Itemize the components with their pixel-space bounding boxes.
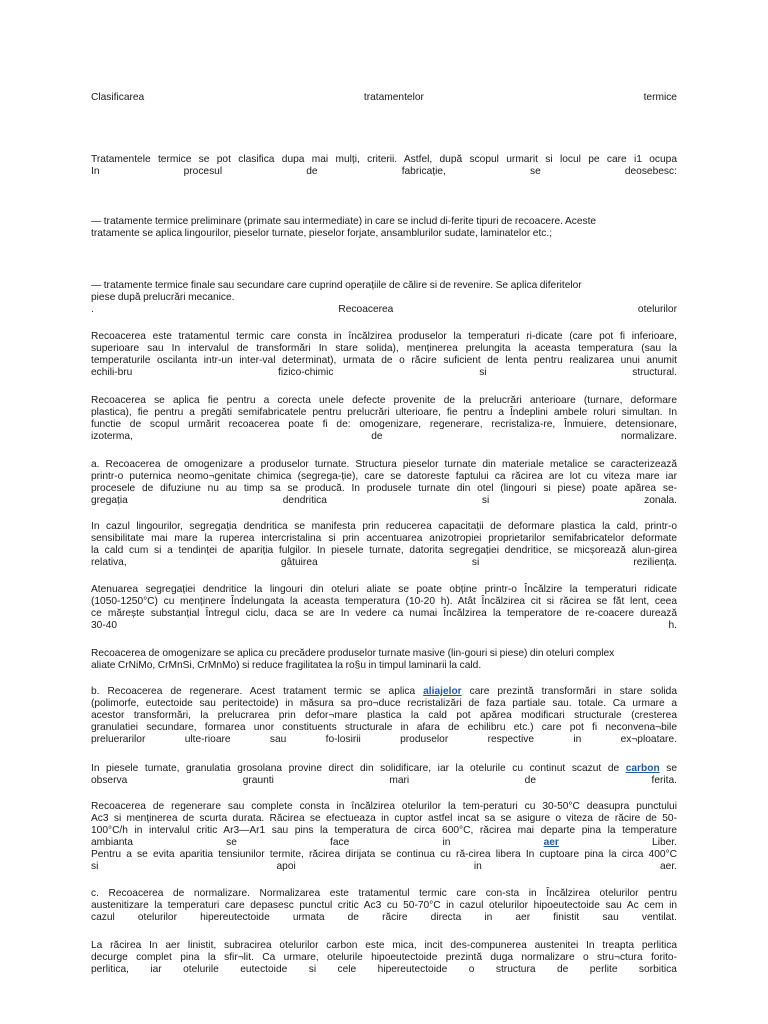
paragraph-application: Recoacerea de omogenizare se aplica cu precădere produselor turnate masive (lin-gouri si piese) din oteluri complex aliate CrNiMo, CrMnSi, CrMnMo) si reduce fragilitatea la ro§u in timpul laminarii la cald.	[91, 648, 615, 672]
text-word: aer	[515, 912, 531, 923]
text-word: observa	[91, 775, 128, 786]
text-word: ex¬ploatare.	[620, 734, 677, 745]
text-word: procesul	[183, 166, 223, 177]
text-word: si	[479, 367, 487, 378]
title-word: Clasificarea	[91, 92, 145, 103]
text-word: In	[91, 166, 100, 177]
heading-word: otelurilor	[637, 304, 677, 315]
text-word: structura	[495, 964, 536, 975]
paragraph-ingots-last-line	[91, 557, 677, 569]
paragraph-granulation-last-line	[91, 775, 677, 787]
document-title	[91, 92, 677, 104]
text-word: Liber.	[652, 837, 677, 848]
text-word: finistit	[553, 912, 580, 923]
text-word: structural.	[632, 367, 677, 378]
text-word: sau	[602, 912, 619, 923]
paragraph-cooling: La răcirea In aer linistit, subracirea otelurilor carbon este mica, incit des-compunerea austenitei In treapta perlitica decurge complet pina la sfir¬lit. Ca urmare, otelurile hipoeutectoide prezintă duga normalizare o stru¬ctura forito-	[91, 940, 677, 964]
text-word: in	[442, 837, 451, 848]
paragraph-stress-avoidance: Pentru a se evita aparitia tensiunilor termite, răcirea dirijata se continua cu ră-cirea libera In cuptoare pina la circa 400°C	[91, 849, 677, 860]
text-run: In piesele turnate, granulatia grosolana provine direct din solidificare, iar la otelurile cu continut scazut de	[91, 763, 626, 774]
text-word: hipereutectoide	[377, 964, 448, 975]
paragraph-complete-annealing-line	[91, 837, 677, 849]
text-run: se	[659, 763, 678, 774]
text-word: relativa,	[91, 557, 127, 568]
text-word: o	[468, 964, 475, 975]
text-word: directa	[430, 912, 462, 923]
text-word: deosebesc:	[624, 166, 677, 177]
text-word: perlitica,	[91, 964, 129, 975]
text-word: sorbitica	[638, 964, 677, 975]
paragraph-intro-last-line	[91, 166, 677, 178]
text-word: reziliența.	[633, 557, 677, 568]
text-word: cele	[337, 964, 357, 975]
text-word: in	[573, 734, 582, 745]
paragraph-stress-avoidance-last-line	[91, 861, 677, 873]
text-word: si	[91, 861, 99, 872]
text-word: fabricație,	[401, 166, 446, 177]
heading-word: Recoacerea	[338, 304, 394, 315]
title-word: termice	[643, 92, 677, 103]
paragraph-preliminary: — tratamente termice preliminare (primate sau intermediate) in care se includ di-ferite tipuri de recoacere. Aceste tratamente se aplica lingourilor, pieselor turnate, pieselor forjate, ansamblurilor sudate, laminatelor etc.;	[91, 216, 597, 240]
heading-dot: .	[91, 304, 94, 315]
paragraph-regeneration-body: (polimorfe, eutectoide sau peritectoide) in măsura sa pro¬duce recristalizări de faza partiale sau. totale. Ca urmare a acestor transformări, la prelucrarea prin defor¬mare plastica la cald pot apărea modificari structurale (cresterea granulatiei secundare, formarea unor constituents structurale in afara de echilibru etc.) care pot fi neconvena¬bile	[91, 698, 677, 734]
paragraph-cooling-last-line	[91, 964, 677, 976]
paragraph-homogenization: a. Recoacerea de omogenizare a produselor turnate. Structura pieselor turnate din materiale metalice se caracterizează printr-o puternica neomo¬genitate chimica (segrega-ție), care se datoreste faptului ca răcirea are lot cu viteza mare iar procesele de difuziune nu au timp sa se producă. In produsele turnate din otel (lingouri si piese) poate apărea se-	[91, 459, 677, 495]
text-word: de	[371, 431, 383, 442]
paragraph-definition-last-line	[91, 367, 677, 379]
text-word: face	[330, 837, 350, 848]
text-word: ventilat.	[641, 912, 677, 923]
text-run: care prezintă transformări in stare solida	[461, 686, 677, 697]
text-word: fo-losirii	[325, 734, 361, 745]
text-word: dendritica	[282, 495, 327, 506]
text-word: echili-bru	[91, 367, 133, 378]
text-word: otelurile	[183, 964, 219, 975]
paragraph-ingots: In cazul lingourilor, segregația dendritica se manifesta prin reducerea capacitații de deformare plastica la cald, printr-o sensibilitate mai mare la ruperea intercristalina si prin accentuarea anizotropiei proprietarilor semifabricatelor deformate la cald cum si a tendinței de apariția fulgilor. In piesele turnate, datorita segregației dendritice, se micșorează alun-girea	[91, 521, 677, 557]
paragraph-regeneration-last-line	[91, 734, 677, 746]
paragraph-attenuation: Atenuarea segregației dendritice la lingouri din oteluri aliate se poate obține printr-o Încălzire la temperaturi ridicate (1050-1250°C) cu menținere Îndelungata la aceasta temperatura (10-20 h). Atât Încălzirea cit si răcirea se făt lent, ceea ce mărește substanțial Întregul ciclu, daca se are In vedere ca numai Încălzirea la temperatore de re-coacere durează	[91, 584, 677, 620]
text-word: izoterma,	[91, 431, 133, 442]
paragraph-normalization: c. Recoacerea de normalizare. Normalizarea este tratamentul termic care con-sta in Încălzirea otelurilor pentru austenitizare la temperaturi care depasesc punctul critic Ac3 cu 50-70°C in cazul otelurilor hipoeutectoide sau Ac cem in	[91, 888, 677, 912]
title-word: tratamentelor	[363, 92, 424, 103]
text-word: 30-40	[91, 620, 118, 631]
text-word: de	[347, 912, 359, 923]
text-word: gregația	[91, 495, 128, 506]
text-word: ulte-rioare	[184, 734, 231, 745]
text-word: si	[471, 557, 480, 568]
paragraph-regeneration	[91, 686, 677, 698]
text-word: si	[481, 495, 490, 506]
text-word: cazul	[91, 912, 115, 923]
text-word: răcire	[382, 912, 408, 923]
text-word: hipereutectoide	[200, 912, 270, 923]
text-word: respective	[487, 734, 534, 745]
text-word: sau	[269, 734, 287, 745]
text-word: urmata	[292, 912, 325, 923]
text-word: graunti	[242, 775, 274, 786]
paragraph-definition: Recoacerea este tratamentul termic care consta in încălzirea produselor la temperaturi ri-dicate (care pot fi inferioare, superioare sau In intervalul de transformări In stare solida), menținerea prelungita la aceasta temperatura (sau la temperaturile oscilanta intr-un inter-val determinat), urmata de o răcire suficient de lenta pentru realizarea unui anumit	[91, 331, 677, 367]
text-word: preluerarilor	[91, 734, 146, 745]
text-word: h.	[668, 620, 677, 631]
text-word: aer.	[659, 861, 677, 872]
paragraph-purpose: Recoacerea se aplica fie pentru a corecta unele defecte provenite de la prelucrări anterioare (turnare, deformare plastica), fie pentru a pregăti semifabricatele pentru prelucrări ulterioare, fie pentru a Îndeplini ambele roluri simultan. In functie de scopul urmărit recoacerea poate fi de: omogenizare, regenerare, recristaliza-re, Înmuiere, detensionare,	[91, 395, 677, 431]
text-word: ferita.	[651, 775, 677, 786]
text-word: in	[473, 861, 482, 872]
paragraph-purpose-last-line	[91, 431, 677, 443]
text-word: fizico-chimic	[278, 367, 334, 378]
text-run: b. Recoacerea de regenerare. Acest tratament termic se aplica	[91, 686, 424, 697]
paragraph-normalization-last-line	[91, 912, 677, 924]
paragraph-intro: Tratamentele termice se pot clasifica dupa mai mulți, criterii. Astfel, după scopul urmarit si locul pe care i1 ocupa	[91, 154, 677, 165]
link-carbon[interactable]: carbon	[625, 763, 660, 774]
text-word: iar	[150, 964, 162, 975]
text-word: eutectoide	[240, 964, 288, 975]
text-word: de	[524, 775, 537, 786]
paragraph-complete-annealing: Recoacerea de regenerare sau complete consta in încălzirea otelurilor la tem-peraturi cu 30-50°C deasupra punctului Ac3 si menținerea de scurta durata. Răcirea se efectueaza in cuptor astfel incat sa se asigure o viteza de răcire de 50- 100°C/h in intervalul critic Ar3—Ar1 sau pins la temperatura de circa 600°C, răcirea mai departe pina la temperature	[91, 801, 677, 837]
link-aliajelor[interactable]: aliajelor	[423, 686, 462, 697]
text-word: gâtuirea	[280, 557, 318, 568]
text-word: de	[556, 964, 569, 975]
paragraph-granulation	[91, 763, 677, 775]
link-aer[interactable]: aer	[543, 837, 559, 848]
text-word: perlite	[589, 964, 618, 975]
text-word: ambianta	[91, 837, 133, 848]
text-word: de	[306, 166, 318, 177]
text-word: produselor	[400, 734, 449, 745]
text-word: se	[226, 837, 237, 848]
text-word: mari	[389, 775, 410, 786]
text-word: normalizare.	[620, 431, 677, 442]
text-word: in	[484, 912, 493, 923]
section-heading	[91, 304, 677, 316]
text-word: apoi	[276, 861, 296, 872]
text-word: otelurilor	[137, 912, 177, 923]
paragraph-final: — tratamente termice finale sau secundare care cuprind operațiile de călire si de revenire. Se aplica diferitelor piese după prelucrări mecanice.	[91, 280, 582, 304]
paragraph-homogenization-last-line	[91, 495, 677, 507]
text-word: se	[529, 166, 541, 177]
text-word: zonala.	[644, 495, 677, 506]
paragraph-attenuation-last-line	[91, 620, 677, 632]
text-word: si	[308, 964, 317, 975]
